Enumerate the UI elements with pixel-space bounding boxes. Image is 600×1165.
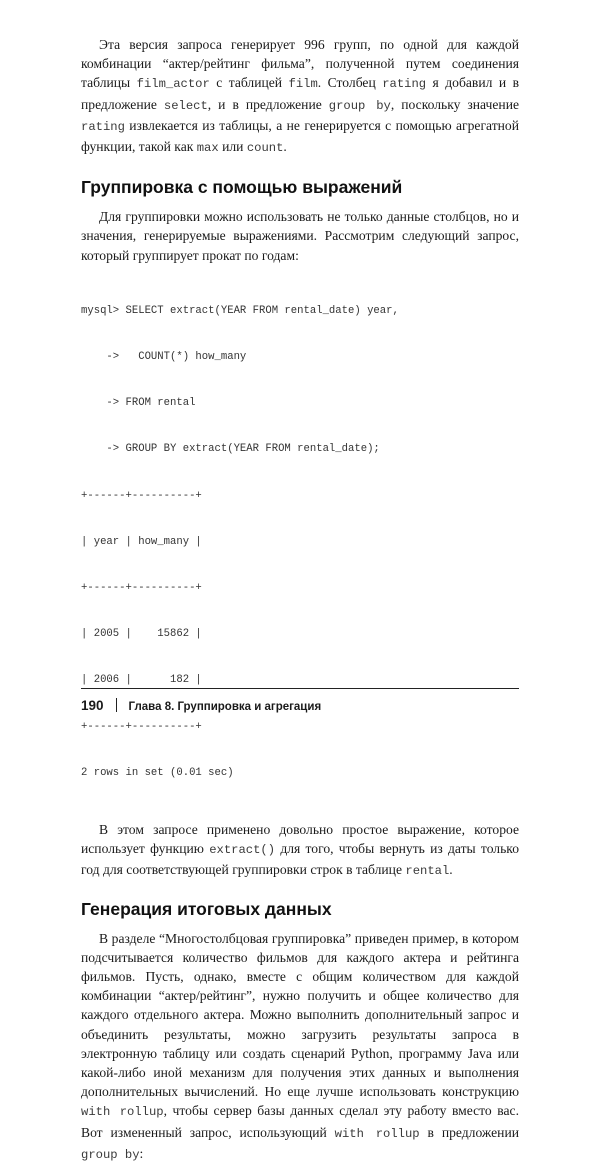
text: , чтобы сервер базы данных сделал эту работу вместо вас. Вот измененный запрос, использующий [81,1103,519,1140]
inline-code: group by [81,1147,140,1162]
paragraph-grouping-expressions: Для группировки можно использовать не только данные столбцов, но и значения, генерируемые выражениями. Рассмотрим следующий запрос, который группирует прокат по годам: [81,209,519,263]
inline-code: with rollup [334,1126,420,1141]
text: , и в предложение [207,96,329,112]
text: или [218,139,247,155]
section-heading-totals: Генерация итоговых данных [81,898,332,919]
paragraph-intro [81,35,519,158]
inline-code: film [288,77,318,92]
text: . [283,139,287,155]
text: извлекается из таблицы, а не генерируется с помощью агрегатной функции, такой как [81,117,519,155]
code-line: | year | how_many | [81,535,202,548]
paragraph-extract-explanation [81,820,519,882]
inline-code: count [246,141,284,156]
text: В разделе “Многостолбцовая группировка” приведен пример, в котором подсчитывается количество фильмов для каждого актера и рейтинга фильмов. Пусть, однако, вместе с общим количеством для каждой комбинации “актер/рейтинг”, нужно получить и общее количество для каждого отдельного актера. Можно выполнить дополнительный запрос и объединить результаты, можно загрузить результаты запроса в электронную таблицу или создать сценарий Python, программу Java или какой-либо иной механизм для получения этих данных и выполнения дополнительных вычислений. Но еще лучше использовать конструкцию [81,930,519,1100]
inline-code: film_actor [136,77,210,92]
code-line: -> COUNT(*) how_many [81,350,247,363]
inline-code: rating [382,77,427,92]
inline-code: with rollup [81,1105,164,1120]
text: . Столбец [317,75,383,91]
footer-row [81,697,321,715]
text: для того, чтобы вернуть из даты только год для соответствующей группировки строк в таблице [81,841,520,878]
inline-code: extract() [209,843,276,858]
code-line: 2 rows in set (0.01 sec) [81,766,234,779]
page-body [81,35,519,1165]
inline-code: max [196,141,219,156]
code-line: +------+----------+ [81,489,202,502]
page-footer [81,688,519,713]
code-line: +------+----------+ [81,720,202,733]
code-line: -> FROM rental [81,397,196,410]
inline-code: rental [405,864,450,879]
footer-separator [116,698,117,712]
text: В этом запросе применено довольно простое выражение, которое использует функцию [81,822,519,857]
code-line: +------+----------+ [81,581,202,594]
code-line: -> GROUP BY extract(YEAR FROM rental_date); [81,443,380,456]
inline-code: group by [328,98,391,113]
text: с таблицей [209,75,289,91]
text: . [449,862,453,878]
inline-code: rating [81,119,125,134]
text: : [139,1145,144,1161]
section-heading-grouping-expressions: Группировка с помощью выражений [81,177,403,198]
code-line: | 2005 | 15862 | [81,628,202,641]
code-listing [81,273,519,812]
code-line: | 2006 | 182 | [81,674,202,687]
code-line: mysql> SELECT extract(YEAR FROM rental_date) year, [81,304,399,317]
text: я добавил и в предложение [81,75,519,112]
text: , поскольку значение [390,96,520,112]
paragraph-rollup [81,929,519,1165]
text: в предложении [419,1124,519,1140]
page-number: 190 [81,698,104,713]
inline-code: select [163,98,208,113]
running-title: Глава 8. Группировка и агрегация [128,701,322,713]
text: Эта версия запроса генерирует 996 групп, по одной для каждой комбинации “актер/рейтинг фильма”, полученной путем соединения таблицы [81,37,519,91]
